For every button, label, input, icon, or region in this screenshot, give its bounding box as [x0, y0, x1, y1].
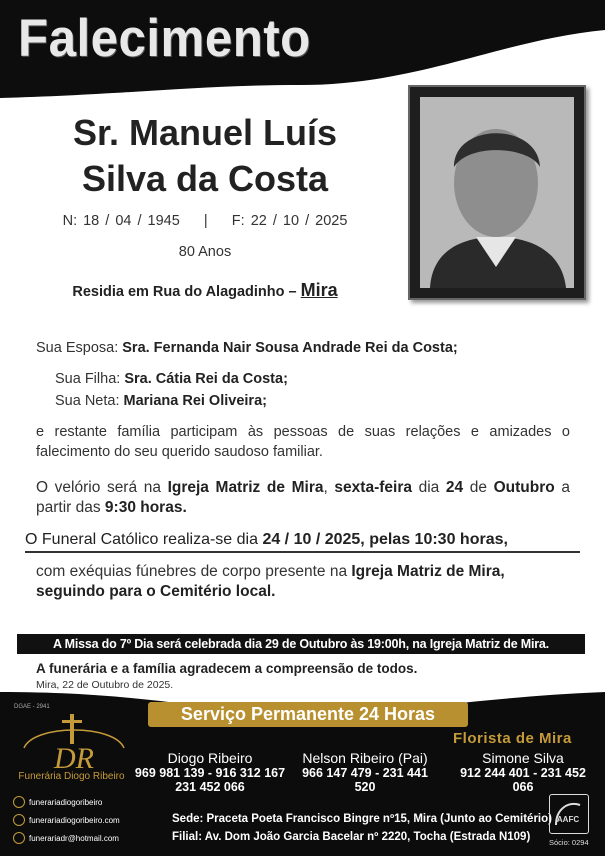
spouse-name: Sra. Fernanda Nair Sousa Andrade Rei da Costa; [122, 340, 458, 356]
residence-text: Residia em Rua do Alagadinho – [72, 284, 301, 300]
email-icon [13, 832, 25, 844]
facebook-icon [13, 796, 25, 808]
relative-granddaughter [55, 393, 267, 409]
spouse-label: Sua Esposa: [36, 340, 123, 356]
page-title: Falecimento [18, 9, 311, 68]
age: 80 Anos [178, 244, 232, 260]
granddaughter-name: Mariana Rei Oliveira; [123, 393, 267, 409]
exequies-notice: com exéquias fúnebres de corpo presente na Igreja Matriz de Mira, seguindo para o Cemitério local. [36, 563, 505, 600]
logo-letters: DR [54, 742, 94, 772]
funeral-underline [25, 551, 580, 553]
relative-spouse [36, 340, 458, 356]
contact-simone: Simone Silva 912 244 401 - 231 452 066 [460, 750, 586, 794]
daughter-name: Sra. Cátia Rei da Costa; [124, 371, 288, 387]
thanks-text: A funerária e a família agradecem a compreensão de todos. [36, 661, 418, 676]
email-link[interactable]: funerariadr@hotmail.com [13, 832, 119, 844]
residence-town: Mira [300, 280, 338, 300]
place-date: Mira, 22 de Outubro de 2025. [36, 679, 174, 691]
family-notice: e restante família participam às pessoas de suas relações e amizades o falecimento do seu querido saudoso familiar. [36, 424, 570, 460]
deceased-name-line2: Silva da Costa [81, 158, 329, 199]
daughter-label: Sua Filha: [55, 371, 125, 387]
deceased-photo [420, 97, 574, 288]
deceased-name-line1: Sr. Manuel Luís [72, 112, 338, 153]
member-number: Sócio: 0294 [549, 838, 589, 847]
contact-diogo: Diogo Ribeiro 969 981 139 - 916 312 167 231 452 066 [134, 750, 286, 794]
florist-name: Florista de Mira [453, 730, 572, 747]
service-banner: Serviço Permanente 24 Horas [148, 702, 468, 727]
deceased-photo-frame [408, 85, 586, 300]
website-link[interactable]: funerariadiogoribeiro.com [13, 814, 120, 826]
granddaughter-label: Sua Neta: [55, 393, 124, 409]
residence [20, 280, 390, 301]
main-address: Sede: Praceta Poeta Francisco Bingre nº15, Mira (Junto ao Cemitério) [172, 813, 552, 825]
logo-name: Funerária Diogo Ribeiro [18, 771, 125, 782]
association-logo [549, 794, 589, 834]
mass-banner: A Missa do 7º Dia será celebrada dia 29 de Outubro às 19:00h, na Igreja Matriz de Mira. [17, 634, 585, 654]
contact-nelson: Nelson Ribeiro (Pai) 966 147 479 - 231 441 520 [302, 750, 428, 794]
wake-notice: O velório será na Igreja Matriz de Mira, sexta-feira dia 24 de Outubro a partir das 9:30 horas. [36, 479, 570, 516]
branch-address: Filial: Av. Dom João Garcia Bacelar nº 2220, Tocha (Estrada N109) [172, 831, 531, 843]
birth-death-dates: N: 18 / 04 / 1945 | F: 22 / 10 / 2025 [62, 213, 348, 229]
globe-icon [13, 814, 25, 826]
dgae-number: DGAE - 2941 [14, 704, 50, 710]
funeral-notice: O Funeral Católico realiza-se dia 24 / 10 / 2025, pelas 10:30 horas, [25, 531, 508, 548]
relative-daughter [55, 371, 288, 387]
facebook-link[interactable]: funerariadiogoribeiro [13, 796, 102, 808]
association-logo-text: AAFC [556, 815, 580, 824]
